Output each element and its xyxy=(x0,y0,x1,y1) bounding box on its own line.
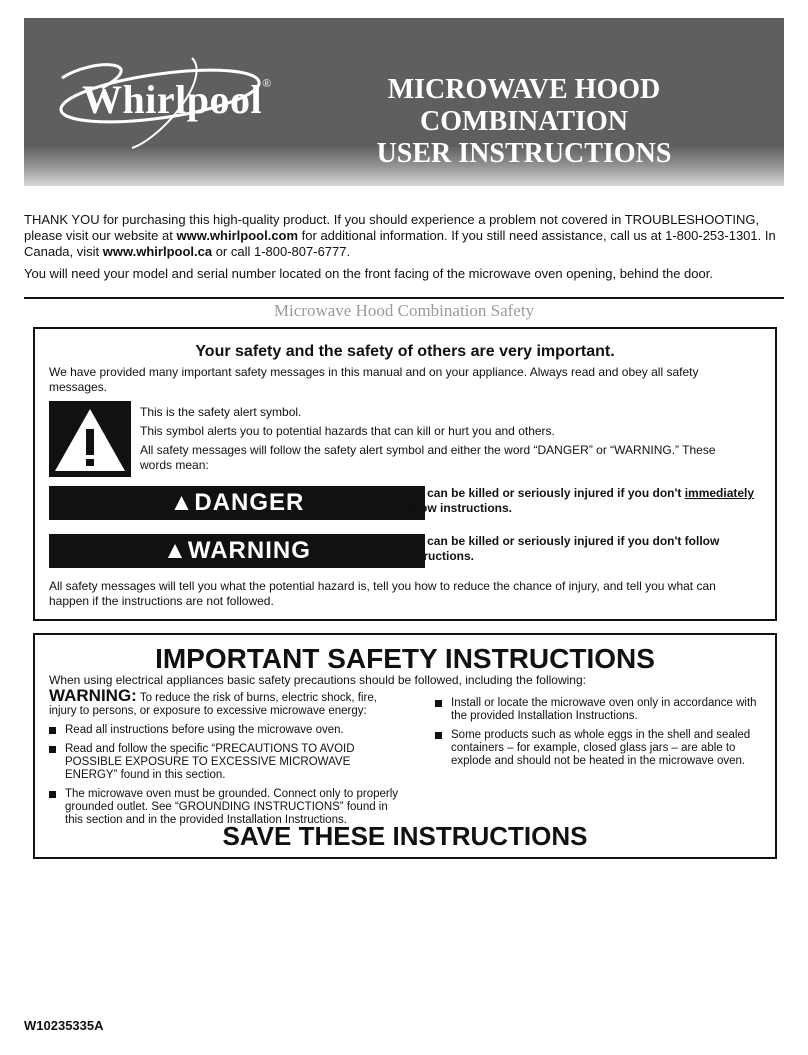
intro-paragraph-1: THANK YOU for purchasing this high-quality product. If you should experience a problem not covered in TROUBLESHOOTING, please visit our website at www.whirlpool.com for additional information. If you still need assistance, call us at 1-800-253-1301. In Canada, visit www.whirlpool.ca or call 1-800-807-6777. xyxy=(24,212,776,259)
document-title xyxy=(284,74,764,170)
safety-alert-icon xyxy=(49,401,131,477)
title-line-2: USER INSTRUCTIONS xyxy=(376,138,672,169)
danger-signal-word: ▲DANGER xyxy=(49,486,425,520)
divider xyxy=(24,297,784,299)
important-safety-box xyxy=(33,633,777,859)
list-item: Some products such as whole eggs in the shell and sealed containers – for example, closed glass jars – are able to explode and should not be heated in the microwave oven. xyxy=(435,729,765,768)
right-column xyxy=(435,691,765,768)
website-link-ca[interactable]: www.whirlpool.ca xyxy=(102,244,213,259)
header-banner xyxy=(24,18,784,186)
safety-box xyxy=(33,327,777,621)
list-item: The microwave oven must be grounded. Connect only to properly grounded outlet. See “GROUNDING INSTRUCTIONS” found in this section and in the provided Installation Instructions. xyxy=(49,788,399,827)
left-bullet-list xyxy=(49,724,399,827)
intro-text xyxy=(24,212,784,288)
alert-symbol-text: This is the safety alert symbol. This symbol alerts you to potential hazards that can kill or hurt you and others. All safety messages will follow the safety alert symbol and either the word “DANGER” or “WARNING.” These words mean: xyxy=(140,405,716,472)
important-title: IMPORTANT SAFETY INSTRUCTIONS xyxy=(155,643,655,674)
section-heading: Microwave Hood Combination Safety xyxy=(273,301,535,320)
list-item: Install or locate the microwave oven only in accordance with the provided Installation Instructions. xyxy=(435,697,765,723)
warning-signal-word: ▲WARNING xyxy=(49,534,425,568)
safety-box-footer: All safety messages will tell you what the potential hazard is, tell you how to reduce the chance of injury, and tell you what can happen if the instructions are not followed. xyxy=(49,579,716,608)
website-link-us[interactable]: www.whirlpool.com xyxy=(176,228,299,243)
safety-box-title: Your safety and the safety of others are very important. xyxy=(195,343,615,360)
safety-box-intro: We have provided many important safety messages in this manual and on your appliance. Always read and obey all safety messages. xyxy=(49,365,699,394)
brand-name: Whirlpool® xyxy=(82,76,272,122)
intro-paragraph-2: You will need your model and serial number located on the front facing of the microwave oven opening, behind the door. xyxy=(24,266,713,281)
danger-description: You can be killed or seriously injured if you don't immediately follow instructions. xyxy=(402,486,755,515)
title-line-1: MICROWAVE HOOD COMBINATION xyxy=(387,74,661,137)
left-column xyxy=(49,686,399,827)
important-intro: When using electrical appliances basic safety precautions should be followed, including the following: xyxy=(49,673,586,687)
right-bullet-list xyxy=(435,697,765,768)
list-item: Read and follow the specific “PRECAUTIONS TO AVOID POSSIBLE EXPOSURE TO EXCESSIVE MICROWAVE ENERGY” found in this section. xyxy=(49,743,399,782)
warning-statement: WARNING: To reduce the risk of burns, electric shock, fire, injury to persons, or exposure to excessive microwave energy: xyxy=(49,686,377,717)
save-instructions-heading: SAVE THESE INSTRUCTIONS xyxy=(222,821,588,851)
part-number: W10235335A xyxy=(24,1018,104,1033)
warning-description: You can be killed or seriously injured if you don't follow instructions. xyxy=(402,534,720,563)
list-item: Read all instructions before using the microwave oven. xyxy=(49,724,399,737)
